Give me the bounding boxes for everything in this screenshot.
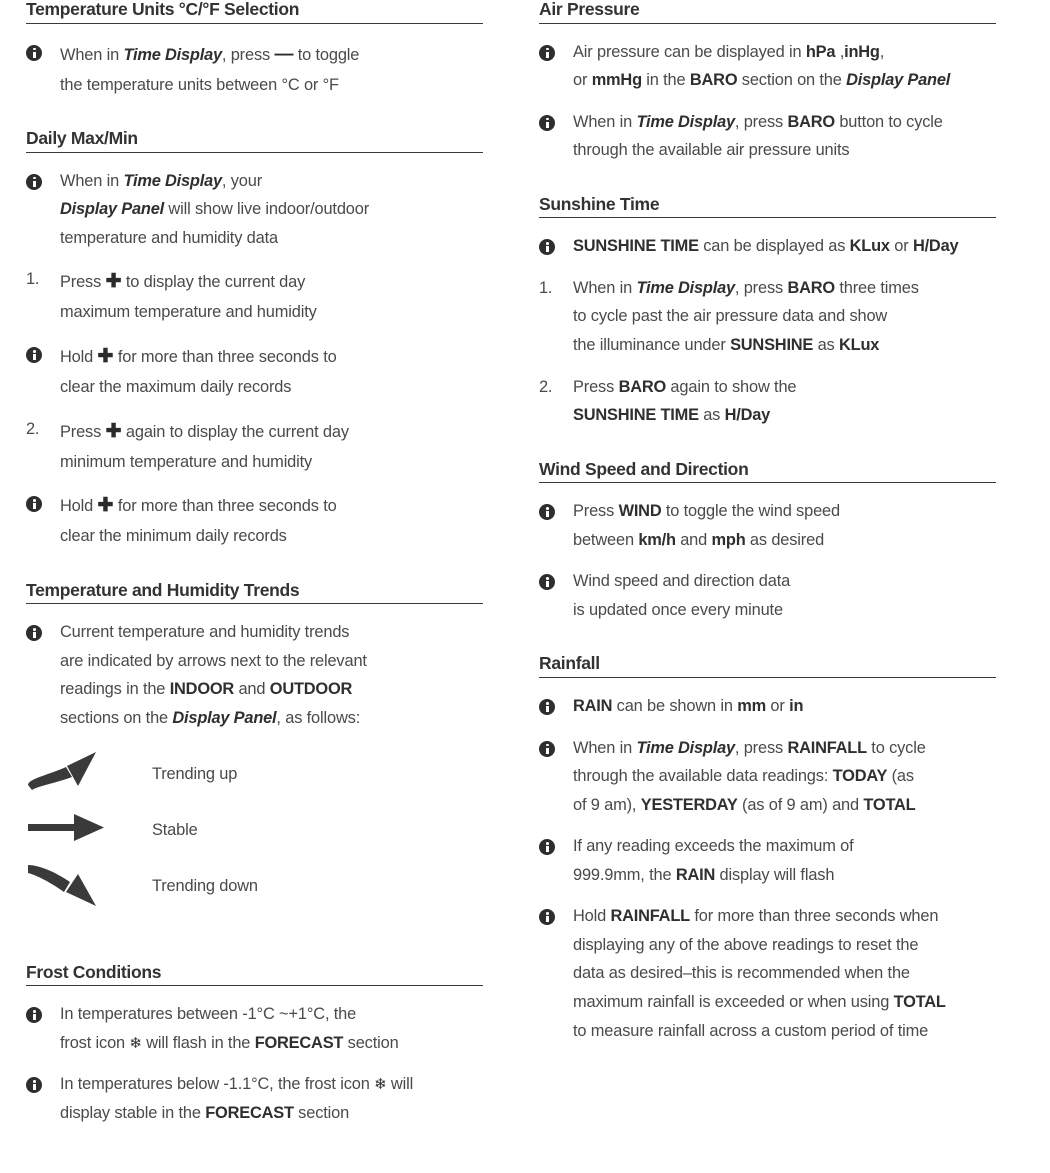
text-run: Hold: [573, 907, 611, 926]
text-run: Press: [60, 273, 106, 292]
section-temperature-and-humidity-trends: [26, 581, 496, 959]
text-run: If any reading exceeds the maximum of: [573, 837, 854, 856]
text-line: [573, 302, 1009, 331]
text-run: When in: [60, 171, 124, 190]
text-line: [60, 167, 496, 196]
section-heading: Frost Conditions: [26, 961, 162, 982]
emphasis-bold: TOTAL: [893, 992, 946, 1011]
emphasis-bold: FORECAST: [205, 1103, 294, 1122]
text-run: In temperatures below -1.1°C, the frost icon: [60, 1075, 375, 1094]
text-line: [60, 489, 496, 522]
text-run: in the: [641, 71, 690, 90]
section-spacer: [539, 165, 1009, 191]
info-icon: [539, 567, 555, 596]
text-line: [60, 675, 496, 704]
text-run: display will flash: [715, 865, 835, 884]
emphasis-bold: BARO: [618, 377, 667, 396]
info-icon-glyph: [26, 625, 42, 641]
plus-button-icon: ✚: [97, 346, 114, 368]
text-line: [60, 38, 496, 71]
emphasis-bold: mmHg: [591, 71, 642, 90]
text-line: [573, 791, 1009, 820]
section-spacer: [26, 99, 496, 125]
text-line: [573, 232, 1009, 261]
emphasis-bold: RAINFALL: [610, 907, 690, 926]
plus-button-icon: ✚: [105, 420, 122, 442]
text-line: [60, 704, 496, 733]
text-run: , as follows:: [276, 709, 361, 728]
text-run: display stable in the: [60, 1103, 206, 1122]
section-temperature-units-c-f-selection: [26, 0, 496, 125]
info-icon-glyph: [26, 45, 42, 61]
bullet-list: [539, 497, 1009, 624]
info-icon: [26, 618, 42, 647]
info-icon: [26, 167, 42, 196]
text-run: to toggle the wind speed: [661, 502, 840, 521]
bullet-item: [539, 232, 1009, 261]
emphasis-bold: RAINFALL: [787, 738, 867, 757]
text-line: [573, 497, 1009, 526]
text-run: three times: [834, 278, 919, 297]
text-run: frost icon: [60, 1033, 130, 1052]
section-daily-max-min: [26, 129, 496, 577]
snowflake-icon: ❄: [374, 1076, 387, 1094]
text-run: maximum temperature and humidity: [60, 303, 317, 322]
text-run: ,: [879, 42, 885, 61]
text-run: Press: [573, 502, 619, 521]
text-line: [60, 195, 496, 224]
section-divider: [539, 23, 996, 24]
text-run: , press: [221, 45, 275, 64]
emphasis-bold-italic: Display Panel: [846, 71, 951, 90]
text-line: [573, 988, 1009, 1017]
emphasis-bold-italic: Time Display: [636, 112, 735, 131]
text-run: will show live indoor/outdoor: [164, 200, 370, 219]
trend-arrow-art: [26, 802, 134, 859]
text-run: will flash in the: [141, 1033, 255, 1052]
info-icon: [539, 734, 555, 763]
trend-legend-label: Trending down: [152, 877, 258, 896]
text-line: [60, 224, 496, 253]
text-line: [573, 136, 1009, 165]
info-icon: [539, 38, 555, 67]
emphasis-bold: SUNSHINE TIME: [573, 237, 699, 256]
section-sunshine-time: [539, 195, 1009, 456]
text-run: 999.9mm, the: [573, 865, 676, 884]
text-run: , press: [734, 278, 788, 297]
info-icon-glyph: [539, 45, 555, 61]
trend-arrow-art: [26, 858, 134, 915]
text-line: [573, 66, 1009, 95]
emphasis-bold: hPa: [805, 42, 836, 61]
text-line: [60, 1000, 496, 1029]
info-icon-glyph: [539, 574, 555, 590]
trend-legend-label: Trending up: [152, 765, 238, 784]
text-run: Hold: [60, 497, 98, 516]
bullet-list: [26, 38, 496, 100]
text-run: is updated once every minute: [573, 600, 783, 619]
text-line: [573, 401, 1009, 430]
text-line: [60, 71, 496, 100]
text-line: [573, 861, 1009, 890]
text-run: as desired: [745, 530, 825, 549]
emphasis-bold: TODAY: [832, 767, 888, 786]
text-run: Air pressure can be displayed in: [573, 42, 806, 61]
emphasis-bold: H/Day: [912, 237, 959, 256]
bullet-item: [539, 373, 1009, 430]
text-run: and: [234, 680, 270, 699]
bullet-item: [539, 692, 1009, 721]
section-spacer: [539, 624, 1009, 650]
text-run: or: [573, 71, 592, 90]
text-run: Press: [573, 377, 619, 396]
emphasis-bold: KLux: [849, 237, 890, 256]
text-run: clear the maximum daily records: [60, 378, 292, 397]
bullet-item: [539, 274, 1009, 360]
emphasis-bold-italic: Time Display: [636, 738, 735, 757]
text-run: the temperature units between °C or °F: [60, 75, 339, 94]
text-run: displaying any of the above readings to reset the: [573, 935, 919, 954]
text-run: are indicated by arrows next to the relevant: [60, 651, 367, 670]
list-number: 1.: [26, 270, 40, 289]
info-icon-glyph: [539, 115, 555, 131]
section-spacer: [539, 430, 1009, 456]
text-run: to display the current day: [121, 273, 306, 292]
bullet-item: [539, 497, 1009, 554]
text-run: Hold: [60, 348, 98, 367]
emphasis-bold-italic: Display Panel: [172, 709, 277, 728]
section-frost-conditions: [26, 963, 496, 1154]
bullet-item: [539, 902, 1009, 1045]
info-icon: [26, 38, 42, 67]
bullet-list: [539, 692, 1009, 1045]
text-line: [60, 522, 496, 551]
text-run: to toggle: [293, 45, 360, 64]
section-divider: [539, 217, 996, 218]
info-icon: [26, 1000, 42, 1029]
emphasis-bold-italic: Display Panel: [60, 200, 164, 219]
text-run: again to show the: [666, 377, 797, 396]
section-heading: Temperature Units °C/°F Selection: [26, 0, 300, 19]
list-number: 2.: [539, 377, 553, 396]
section-heading: Temperature and Humidity Trends: [26, 579, 300, 600]
text-run: When in: [60, 45, 124, 64]
text-line: [60, 373, 496, 402]
bullet-list: [26, 1000, 496, 1127]
text-line: [573, 526, 1009, 555]
text-run: between: [573, 530, 639, 549]
emphasis-bold: in: [789, 697, 804, 716]
text-line: [573, 38, 1009, 67]
text-run: section on the: [737, 71, 847, 90]
section-rainfall: [539, 654, 1009, 1071]
trend-legend-row: [26, 747, 496, 803]
emphasis-bold: SUNSHINE: [730, 336, 814, 355]
bullet-item: [539, 38, 1009, 95]
emphasis-bold: KLux: [839, 336, 880, 355]
trend-arrow-art: [26, 746, 134, 803]
text-run: maximum rainfall is exceeded or when using: [573, 992, 894, 1011]
section-heading: Wind Speed and Direction: [539, 458, 749, 479]
text-line: [573, 832, 1009, 861]
text-run: temperature and humidity data: [60, 228, 278, 247]
text-run: can be shown in: [612, 697, 738, 716]
bullet-item: [26, 618, 496, 732]
emphasis-bold: inHg: [844, 42, 880, 61]
section-spacer: [26, 551, 496, 577]
section-air-pressure: [539, 0, 1009, 191]
emphasis-bold-italic: Time Display: [123, 45, 222, 64]
emphasis-bold: SUNSHINE TIME: [573, 406, 699, 425]
text-run: When in: [573, 278, 637, 297]
text-line: [573, 274, 1009, 303]
info-icon-glyph: [539, 239, 555, 255]
text-run: to cycle past the air pressure data and show: [573, 307, 888, 326]
text-run: can be displayed as: [698, 237, 850, 256]
text-run: will: [386, 1075, 414, 1094]
trend-legend-row: [26, 803, 496, 859]
section-wind-speed-and-direction: [539, 460, 1009, 651]
text-run: section: [293, 1103, 350, 1122]
arrow-up-curved-icon: [26, 746, 118, 798]
text-line: [60, 647, 496, 676]
plus-button-icon: ✚: [105, 271, 122, 293]
info-icon: [26, 1070, 42, 1099]
text-run: Wind speed and direction data: [573, 572, 791, 591]
arrow-down-curved-icon: [26, 858, 118, 910]
emphasis-bold: FORECAST: [254, 1033, 344, 1052]
text-run: When in: [573, 112, 637, 131]
text-run: , your: [221, 171, 262, 190]
text-run: or: [889, 237, 913, 256]
text-line: [573, 692, 1009, 721]
bullet-item: [26, 1000, 496, 1057]
emphasis-bold-italic: Time Display: [123, 171, 222, 190]
text-line: [573, 567, 1009, 596]
text-line: [60, 448, 496, 477]
text-line: [60, 340, 496, 373]
section-spacer: [539, 1045, 1009, 1071]
bullet-item: [539, 832, 1009, 889]
section-spacer: [26, 1127, 496, 1153]
text-line: [573, 959, 1009, 988]
emphasis-bold: BARO: [689, 71, 738, 90]
left-column: [26, 0, 496, 1157]
text-run: again to display the current day: [121, 422, 349, 441]
section-divider: [26, 23, 483, 24]
trend-arrow-legend: [26, 747, 496, 915]
section-heading: Daily Max/Min: [26, 128, 138, 149]
info-icon-glyph: [539, 741, 555, 757]
bullet-item: [26, 415, 496, 477]
text-run: and: [675, 530, 712, 549]
text-run: as: [813, 336, 839, 355]
text-line: [573, 373, 1009, 402]
section-heading: Rainfall: [539, 653, 600, 674]
bullet-item: [26, 489, 496, 551]
info-icon-glyph: [26, 347, 42, 363]
bullet-list: [539, 232, 1009, 429]
info-icon-glyph: [539, 839, 555, 855]
text-run: button to cycle: [834, 112, 943, 131]
trend-legend-label: Stable: [152, 821, 198, 840]
text-run: readings in the: [60, 680, 170, 699]
text-run: for more than three seconds to: [113, 497, 337, 516]
emphasis-bold: RAIN: [675, 865, 716, 884]
text-line: [573, 108, 1009, 137]
text-run: through the available air pressure units: [573, 141, 850, 160]
emphasis-bold: BARO: [787, 278, 835, 297]
section-divider: [539, 482, 996, 483]
info-icon-glyph: [26, 1007, 42, 1023]
section-heading: Air Pressure: [539, 0, 640, 19]
bullet-item: [26, 38, 496, 100]
info-icon-glyph: [26, 1077, 42, 1093]
trend-legend-row: [26, 859, 496, 915]
text-line: [60, 415, 496, 448]
text-line: [573, 596, 1009, 625]
text-line: [60, 1029, 496, 1058]
text-run: ,: [835, 42, 845, 61]
emphasis-bold: BARO: [787, 112, 835, 131]
bullet-list: [26, 167, 496, 551]
text-run: clear the minimum daily records: [60, 527, 287, 546]
text-line: [573, 331, 1009, 360]
text-run: to measure rainfall across a custom period of time: [573, 1021, 929, 1040]
text-run: to cycle: [866, 738, 926, 757]
info-icon: [539, 902, 555, 931]
info-icon: [539, 832, 555, 861]
bullet-item: [26, 167, 496, 253]
text-run: for more than three seconds to: [113, 348, 337, 367]
text-run: data as desired–this is recommended when the: [573, 964, 910, 983]
info-icon: [539, 108, 555, 137]
info-icon-glyph: [26, 496, 42, 512]
text-line: [573, 1017, 1009, 1046]
text-run: or: [766, 697, 790, 716]
section-spacer: [26, 933, 496, 959]
text-run: for more than three seconds when: [689, 907, 939, 926]
emphasis-bold: mph: [711, 530, 746, 549]
snowflake-icon: ❄: [129, 1034, 142, 1052]
list-number: 1.: [539, 278, 553, 297]
text-line: [60, 298, 496, 327]
bullet-item: [539, 567, 1009, 624]
arrow-straight-icon: [26, 802, 118, 854]
text-run: , press: [734, 738, 788, 757]
bullet-item: [26, 340, 496, 402]
info-icon: [539, 497, 555, 526]
bullet-item: [539, 108, 1009, 165]
emphasis-bold: H/Day: [724, 406, 771, 425]
text-run: Press: [60, 422, 106, 441]
text-line: [573, 931, 1009, 960]
info-icon-glyph: [26, 174, 42, 190]
section-divider: [539, 677, 996, 678]
text-line: [60, 265, 496, 298]
emphasis-bold: TOTAL: [863, 795, 916, 814]
info-icon: [26, 489, 42, 518]
text-run: minimum temperature and humidity: [60, 452, 313, 471]
bullet-item: [539, 734, 1009, 820]
info-icon: [26, 340, 42, 369]
bullet-list: [539, 38, 1009, 165]
emphasis-bold: YESTERDAY: [640, 795, 738, 814]
emphasis-bold: WIND: [618, 502, 662, 521]
section-divider: [26, 603, 483, 604]
text-run: sections on the: [60, 709, 173, 728]
bullet-item: [26, 265, 496, 327]
info-icon: [539, 232, 555, 261]
text-run: the illuminance under: [573, 336, 731, 355]
text-line: [60, 618, 496, 647]
text-run: section: [343, 1033, 399, 1052]
text-run: of 9 am),: [573, 795, 641, 814]
text-run: In temperatures between -1°C ~+1°C, the: [60, 1005, 357, 1024]
bullet-item: [26, 1070, 496, 1127]
section-divider: [26, 152, 483, 153]
emphasis-bold: OUTDOOR: [269, 680, 353, 699]
bullet-list: [26, 618, 496, 732]
info-icon: [539, 692, 555, 721]
text-run: as: [698, 406, 725, 425]
emphasis-bold-italic: Time Display: [636, 278, 735, 297]
info-icon-glyph: [539, 504, 555, 520]
info-icon-glyph: [539, 909, 555, 925]
right-column: [539, 0, 1009, 1075]
info-icon-glyph: [539, 699, 555, 715]
text-run: (as: [887, 767, 914, 786]
text-line: [573, 902, 1009, 931]
plus-button-icon: ✚: [97, 495, 114, 517]
emphasis-bold: km/h: [638, 530, 676, 549]
section-divider: [26, 985, 483, 986]
text-line: [60, 1099, 496, 1128]
text-run: through the available data readings:: [573, 767, 833, 786]
text-line: [573, 734, 1009, 763]
text-run: (as of 9 am) and: [737, 795, 864, 814]
text-line: [60, 1070, 496, 1099]
text-line: [573, 762, 1009, 791]
minus-button-icon: —: [274, 43, 294, 65]
list-number: 2.: [26, 419, 40, 438]
text-run: , press: [734, 112, 788, 131]
text-run: Current temperature and humidity trends: [60, 623, 350, 642]
section-heading: Sunshine Time: [539, 193, 660, 214]
emphasis-bold: mm: [737, 697, 767, 716]
text-run: When in: [573, 738, 637, 757]
emphasis-bold: INDOOR: [169, 680, 235, 699]
emphasis-bold: RAIN: [573, 697, 613, 716]
